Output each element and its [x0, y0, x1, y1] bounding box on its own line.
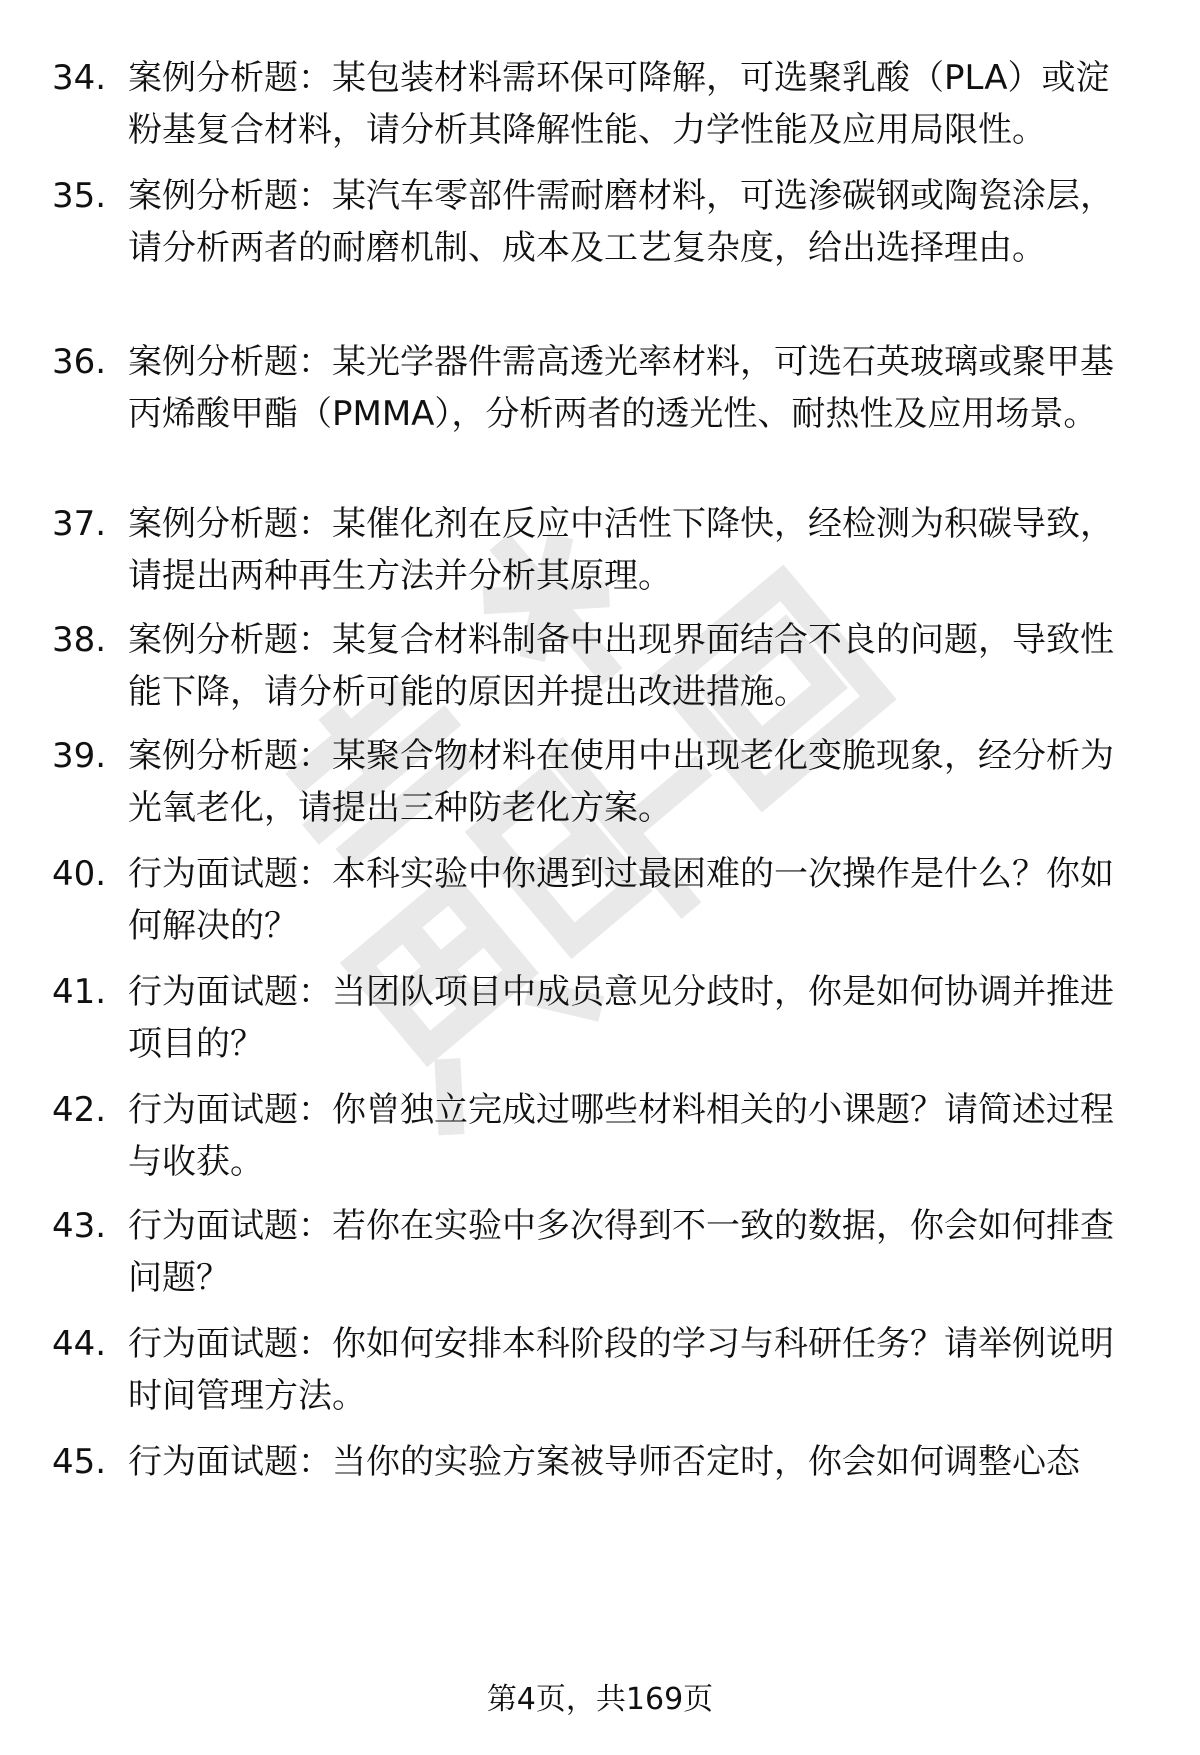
question-text: 行为面试题：本科实验中你遇到过最困难的一次操作是什么？你如何解决的？	[128, 854, 1114, 946]
question-number: 40.	[52, 854, 107, 894]
question-item-43	[52, 1200, 1160, 1304]
question-number: 38.	[52, 620, 107, 660]
question-text: 案例分析题：某包装材料需环保可降解，可选聚乳酸（PLA）或淀粉基复合材料，请分析其降解性能、力学性能及应用局限性。	[128, 58, 1110, 150]
question-number: 34.	[52, 58, 107, 98]
question-number: 39.	[52, 736, 107, 776]
question-text: 行为面试题：若你在实验中多次得到不一致的数据，你会如何排查问题？	[128, 1206, 1114, 1298]
question-text: 案例分析题：某复合材料制备中出现界面结合不良的问题，导致性能下降，请分析可能的原因并提出改进措施。	[128, 620, 1114, 712]
question-text: 案例分析题：某聚合物材料在使用中出现老化变脆现象，经分析为光氧老化，请提出三种防老化方案。	[128, 736, 1114, 828]
question-item-35	[52, 170, 1160, 274]
question-number: 36.	[52, 342, 107, 382]
question-item-36	[52, 336, 1160, 440]
question-number: 42.	[52, 1090, 107, 1130]
question-text: 案例分析题：某光学器件需高透光率材料，可选石英玻璃或聚甲基丙烯酸甲酯（PMMA），分析两者的透光性、耐热性及应用场景。	[128, 342, 1114, 434]
question-text: 案例分析题：某汽车零部件需耐磨材料，可选渗碳钢或陶瓷涂层，请分析两者的耐磨机制、成本及工艺复杂度，给出选择理由。	[128, 176, 1114, 268]
question-text: 行为面试题：当团队项目中成员意见分歧时，你是如何协调并推进项目的？	[128, 972, 1114, 1064]
question-item-39	[52, 730, 1160, 834]
question-item-41	[52, 966, 1160, 1070]
question-number: 35.	[52, 176, 107, 216]
question-number: 44.	[52, 1324, 107, 1364]
question-item-44	[52, 1318, 1160, 1422]
question-number: 43.	[52, 1206, 107, 1246]
question-item-42	[52, 1084, 1160, 1188]
page-footer: 第4页，共169页	[486, 1682, 714, 1717]
question-text: 行为面试题：你曾独立完成过哪些材料相关的小课题？请简述过程与收获。	[128, 1090, 1114, 1182]
question-text: 行为面试题：当你的实验方案被导师否定时，你会如何调整心态	[128, 1442, 1080, 1482]
question-number: 45.	[52, 1442, 107, 1482]
question-item-38	[52, 614, 1160, 718]
question-text: 案例分析题：某催化剂在反应中活性下降快，经检测为积碳导致，请提出两种再生方法并分析其原理。	[128, 504, 1114, 596]
question-item-37	[52, 498, 1160, 602]
question-number: 37.	[52, 504, 107, 544]
question-item-45	[52, 1436, 1160, 1488]
question-item-40	[52, 848, 1160, 952]
question-text: 行为面试题：你如何安排本科阶段的学习与科研任务？请举例说明时间管理方法。	[128, 1324, 1114, 1416]
question-item-34	[52, 52, 1160, 156]
question-number: 41.	[52, 972, 107, 1012]
